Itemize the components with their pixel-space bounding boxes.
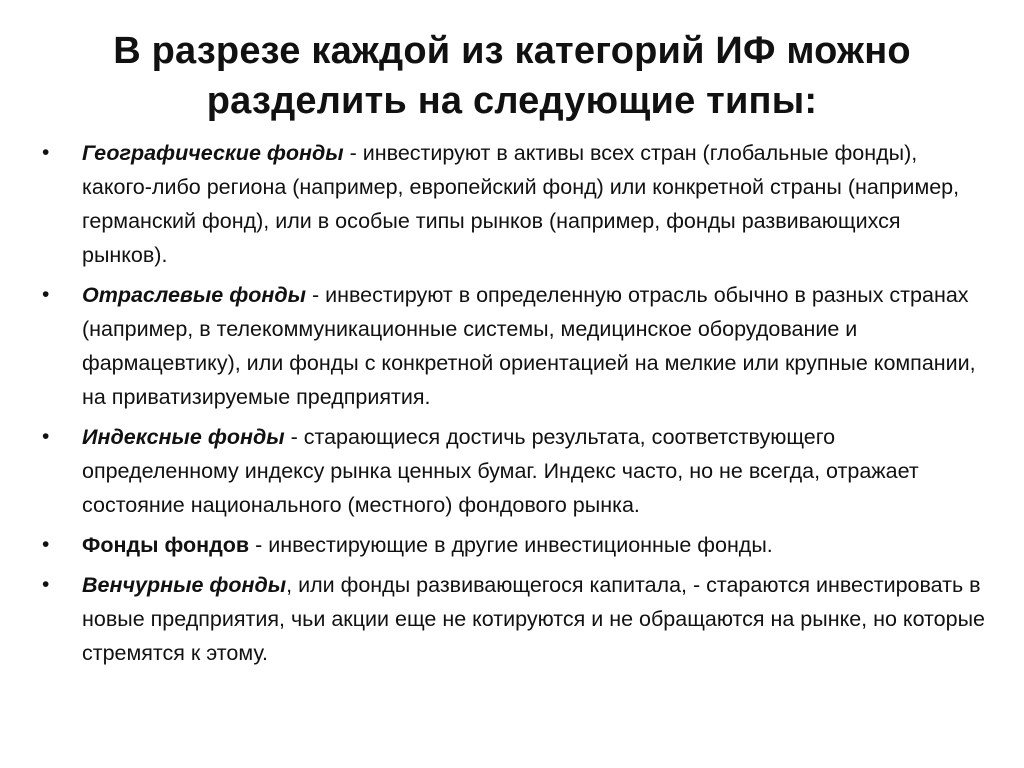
bullet-text: - старающиеся достичь результата, соответствующего определенному индексу рынка ценных бумаг. Индекс часто, но не всегда, отражает состояние национального (местного) фондового рынка.	[82, 425, 919, 517]
bullet-item-venture-funds	[40, 568, 990, 670]
bullet-icon: •	[42, 425, 50, 448]
bullet-text: - инвестирующие в другие инвестиционные фонды.	[249, 533, 773, 557]
bullet-text: - инвестируют в активы всех стран (глобальные фонды), какого-либо региона (например, европейский фонд) или конкретной страны (например, германский фонд), или в особые типы рынков (например, фонды развивающихся рынков).	[82, 141, 960, 267]
bullet-list	[40, 136, 990, 676]
bullet-item-funds-of-funds	[40, 528, 990, 562]
bullet-term: Фонды фондов	[82, 533, 250, 557]
bullet-icon: •	[42, 573, 50, 596]
bullet-term: Географические фонды	[82, 141, 344, 165]
bullet-item-index-funds	[40, 420, 990, 522]
bullet-icon: •	[42, 283, 50, 306]
bullet-term: Отраслевые фонды	[82, 283, 307, 307]
bullet-text: - инвестируют в определенную отрасль обычно в разных странах (например, в телекоммуникационные системы, медицинское оборудование и фармацевтику), или фонды с конкретной ориентацией на мелкие или крупные компании, на приватизируемые предприятия.	[82, 283, 976, 409]
bullet-term: Индексные фонды	[82, 425, 285, 449]
slide-title	[60, 26, 964, 126]
bullet-text: , или фонды развивающегося капитала, - стараются инвестировать в новые предприятия, чьи акции еще не котируются и не обращаются на рынке, но которые стремятся к этому.	[82, 573, 985, 665]
bullet-item-geographic-funds	[40, 136, 990, 272]
bullet-icon: •	[42, 533, 50, 556]
slide-title-line-1: В разрезе каждой из категорий ИФ можно	[113, 30, 911, 72]
bullet-icon: •	[42, 141, 50, 164]
bullet-item-sector-funds	[40, 278, 990, 414]
slide-title-line-2: разделить на следующие типы:	[206, 80, 818, 122]
bullet-term: Венчурные фонды	[82, 573, 287, 597]
